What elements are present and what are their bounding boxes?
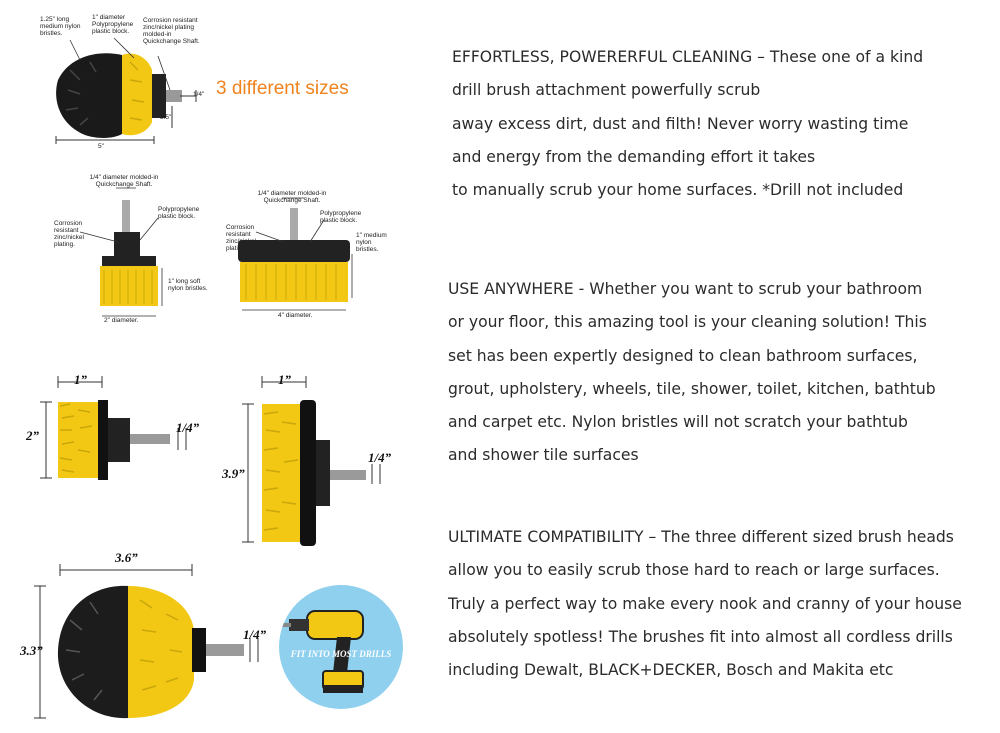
- medium-dim-side: 3.9”: [222, 466, 245, 481]
- hero-callout-shaft: Corrosion resistant zinc/nickel plating molded-in Quickchange Shaft.: [143, 17, 200, 45]
- small-callout-bristles: 1" long soft nylon bristles.: [168, 278, 208, 292]
- medium-callout-block: Polypropylene plastic block.: [320, 210, 362, 224]
- small-dim-top: 1”: [74, 372, 87, 387]
- large-dim-top: 3.6”: [115, 550, 138, 565]
- medium-callout-bristles: 1" medium nylon bristles.: [356, 232, 387, 253]
- hero-dim-shaft: 1/4": [193, 91, 205, 98]
- paragraph-use-anywhere: [448, 273, 936, 473]
- small-dim-side: 2”: [26, 428, 39, 443]
- small-callout-plating: Corrosion resistant zinc/nickel plating.: [54, 220, 84, 248]
- paragraph-effortless-cleaning: [452, 41, 923, 207]
- paragraph-ultimate-compatibility: [448, 521, 962, 687]
- drill-icon: [279, 585, 403, 709]
- small-callout-shaft: 1/4" diameter molded-in Quickchange Shaft.: [89, 174, 159, 188]
- large-dim-side: 3.3”: [20, 643, 43, 658]
- paragraph-line: to manually scrub your home surfaces. *Drill not included: [452, 181, 904, 200]
- drill-badge: [279, 585, 403, 709]
- medium-callout-shaft: 1/4" diameter molded-in Quickchange Shaft.: [257, 190, 327, 204]
- paragraph-line: and carpet etc. Nylon bristles will not scratch your bathtub: [448, 413, 908, 432]
- paragraph-line: Truly a perfect way to make every nook and cranny of your house: [448, 594, 962, 613]
- large-brush-photo: [10, 550, 280, 730]
- paragraph-line: absolutely spotless! The brushes fit into almost all cordless drills: [448, 627, 953, 646]
- badge-text: FIT INTO MOST DRILLS: [290, 649, 392, 659]
- paragraph-line: USE ANYWHERE - Whether you want to scrub your bathroom: [448, 280, 923, 298]
- paragraph-line: ULTIMATE COMPATIBILITY – The three different sized brush heads: [448, 528, 954, 546]
- medium-callout-plating: Corrosion resistant zinc/nickel plating.: [226, 224, 256, 252]
- small-callout-block: Polypropylene plastic block.: [158, 206, 200, 220]
- small-dim-shaft: 1/4”: [176, 420, 200, 435]
- small-brush-diagram: [40, 170, 215, 330]
- hero-dim-width: 5": [98, 143, 104, 150]
- paragraph-line: grout, upholstery, wheels, tile, shower, toilet, kitchen, bathtub: [448, 379, 936, 398]
- three-sizes-label: 3 different sizes: [216, 78, 349, 99]
- paragraph-line: or your floor, this amazing tool is your cleaning solution! This: [448, 313, 927, 332]
- paragraph-line: and shower tile surfaces: [448, 446, 639, 465]
- paragraph-line: drill brush attachment powerfully scrub: [452, 81, 761, 100]
- small-callout-diameter: 2" diameter.: [104, 317, 139, 324]
- medium-dim-top: 1”: [278, 372, 291, 387]
- paragraph-line: set has been expertly designed to clean bathroom surfaces,: [448, 346, 918, 365]
- hero-callout-bristles: 1.25" long medium nylon bristles.: [40, 16, 81, 37]
- paragraph-line: and energy from the demanding effort it takes: [452, 147, 816, 166]
- hero-callout-block: 1" diameter Polypropylene plastic block.: [92, 14, 134, 35]
- medium-dim-shaft: 1/4”: [368, 450, 392, 465]
- paragraph-line: allow you to easily scrub those hard to reach or large surfaces.: [448, 561, 940, 580]
- large-dim-shaft: 1/4”: [243, 627, 267, 642]
- paragraph-line: EFFORTLESS, POWERERFUL CLEANING – These one of a kind: [452, 48, 924, 66]
- paragraph-line: away excess dirt, dust and filth! Never worry wasting time: [452, 114, 909, 133]
- hero-dim-height: 3.5": [160, 114, 172, 121]
- medium-callout-diameter: 4" diameter.: [278, 312, 313, 319]
- paragraph-line: including Dewalt, BLACK+DECKER, Bosch and Makita etc: [448, 661, 894, 680]
